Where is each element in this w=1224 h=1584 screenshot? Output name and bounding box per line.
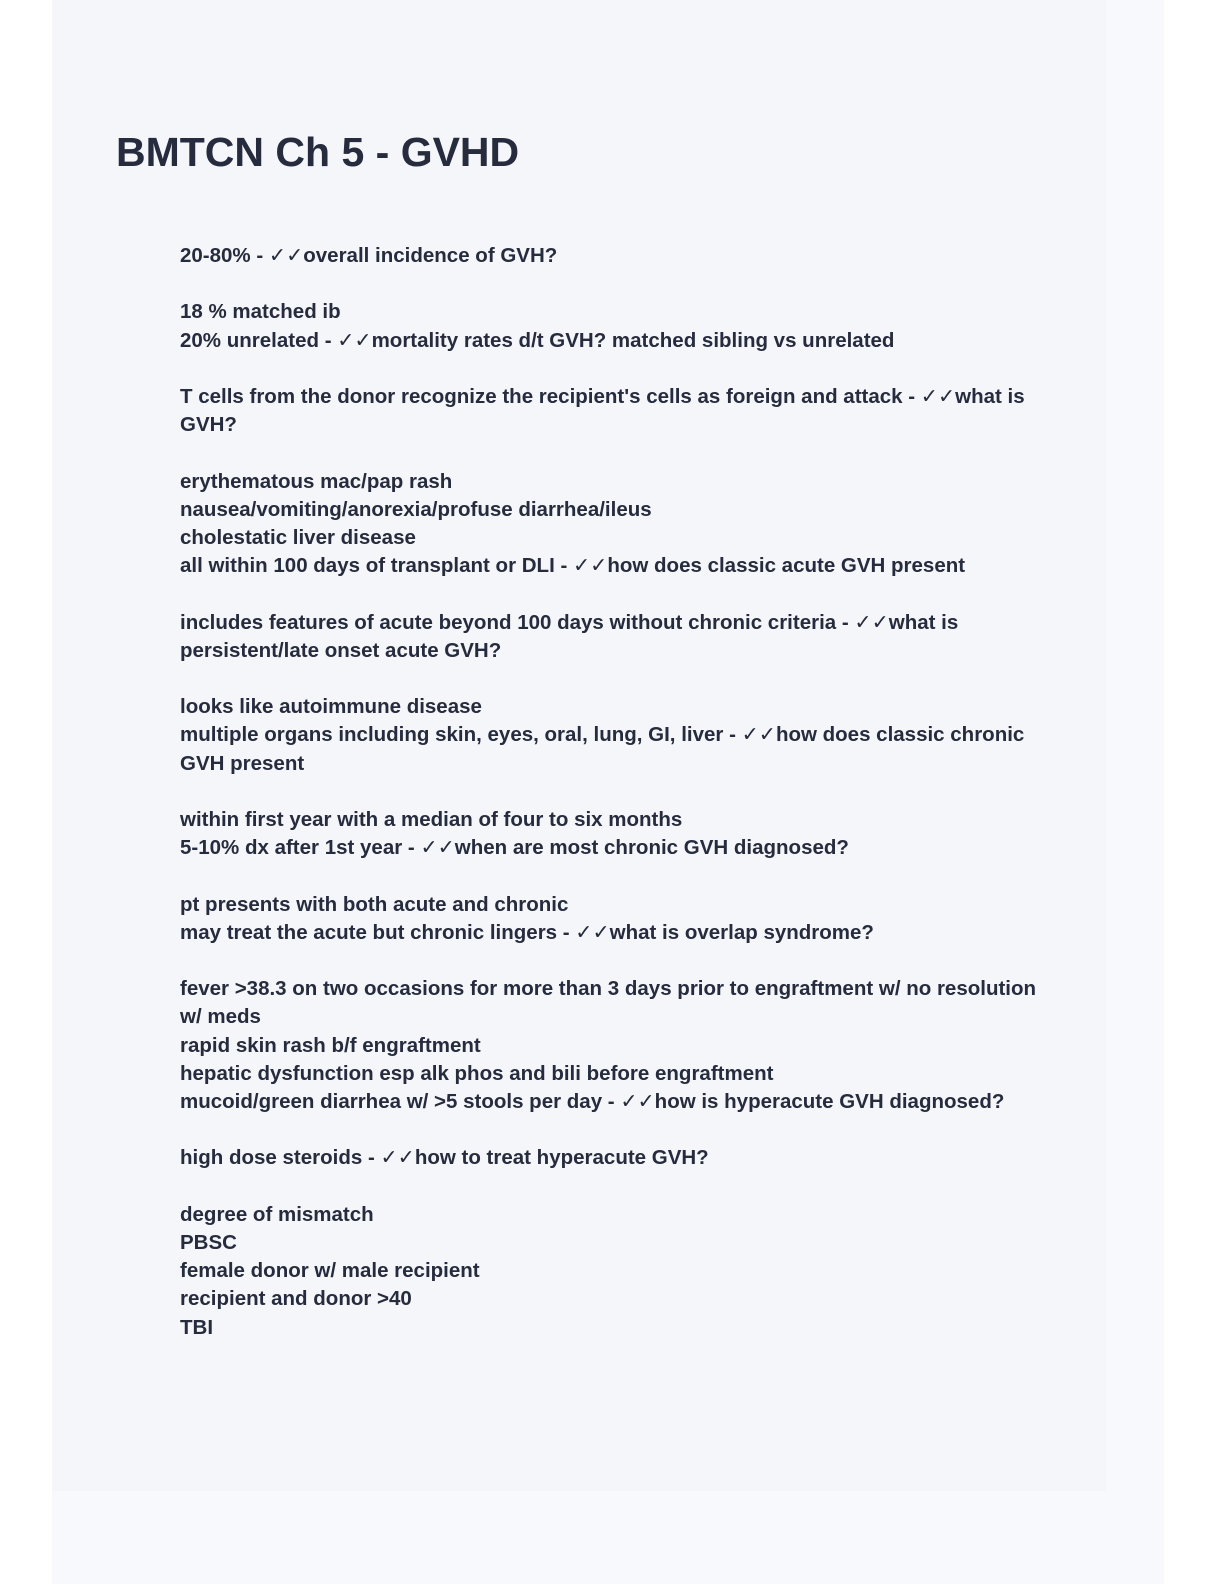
flashcard-answer-line xyxy=(180,1088,1050,1116)
flashcard-answer-line xyxy=(180,975,1050,1031)
flashcard-answer-line xyxy=(180,552,1050,580)
flashcard xyxy=(180,298,1050,354)
flashcard-answer-line xyxy=(180,327,1050,355)
answer-text: female donor w/ male recipient xyxy=(180,1259,480,1283)
page-title: BMTCN Ch 5 - GVHD xyxy=(116,129,520,175)
flashcard-question: overall incidence of GVH? xyxy=(303,244,558,267)
flashcard-answer-line xyxy=(180,609,1050,665)
answer-text: PBSC xyxy=(180,1230,237,1254)
flashcard-answer-line xyxy=(180,1144,1050,1172)
answer-text: TBI xyxy=(180,1315,214,1339)
flashcard-question: what is persistent/late onset acute GVH? xyxy=(180,610,959,662)
flashcard-answer-line xyxy=(180,891,1050,919)
flashcard xyxy=(180,975,1050,1116)
answer-text: erythematous mac/pap rash xyxy=(180,469,453,493)
double-check-icon: ✓✓ xyxy=(920,384,956,408)
flashcard-answer-line xyxy=(180,524,1050,552)
answer-text: pt presents with both acute and chronic xyxy=(180,892,569,916)
flashcard-answer-line xyxy=(180,242,1050,270)
separator: - xyxy=(319,328,338,352)
flashcard-answer-line xyxy=(180,834,1050,862)
double-check-icon: ✓✓ xyxy=(620,1089,655,1113)
double-check-icon: ✓✓ xyxy=(337,328,372,352)
separator: - xyxy=(902,384,921,408)
separator: - xyxy=(362,1146,381,1170)
flashcard-answer-line xyxy=(180,383,1050,439)
answer-text: 20-80% xyxy=(180,244,251,267)
answer-text: rapid skin rash b/f engraftment xyxy=(180,1033,481,1057)
answer-text: hepatic dysfunction esp alk phos and bili before engraftment xyxy=(180,1061,774,1085)
flashcard-answer-line xyxy=(180,806,1050,834)
answer-text: mucoid/green diarrhea w/ >5 stools per day xyxy=(180,1089,603,1113)
flashcard xyxy=(180,693,1050,778)
flashcard-answer-line xyxy=(180,468,1050,496)
flashcard-question: how to treat hyperacute GVH? xyxy=(414,1146,709,1170)
flashcard xyxy=(180,1201,1050,1342)
double-check-icon: ✓✓ xyxy=(854,610,889,634)
flashcard-question: how does classic chronic GVH present xyxy=(180,723,1025,775)
separator: - xyxy=(723,723,742,747)
answer-text: cholestatic liver disease xyxy=(180,525,416,549)
answer-text: T cells from the donor recognize the recipient's cells as foreign and attack xyxy=(180,384,903,408)
flashcard xyxy=(180,806,1050,862)
double-check-icon: ✓✓ xyxy=(572,554,608,578)
flashcard xyxy=(180,891,1050,947)
answer-text: 20% unrelated xyxy=(180,328,319,352)
answer-text: includes features of acute beyond 100 days without chronic criteria xyxy=(180,610,837,634)
answer-text: 18 % matched ib xyxy=(180,300,341,324)
flashcard-answer-line xyxy=(180,1314,1050,1342)
double-check-icon: ✓✓ xyxy=(420,836,455,860)
flashcard-answer-line xyxy=(180,1032,1050,1060)
flashcard-answer-line xyxy=(180,496,1050,524)
flashcard-answer-line xyxy=(180,1201,1050,1229)
flashcard-question: when are most chronic GVH diagnosed? xyxy=(454,836,849,860)
flashcard-answer-line xyxy=(180,1060,1050,1088)
answer-text: multiple organs including skin, eyes, oral, lung, GI, liver xyxy=(180,723,724,747)
flashcard-answer-line xyxy=(180,1257,1050,1285)
double-check-icon: ✓✓ xyxy=(380,1146,415,1170)
double-check-icon: ✓✓ xyxy=(575,920,610,944)
separator: - xyxy=(554,554,573,578)
answer-text: within first year with a median of four to six months xyxy=(180,807,683,831)
answer-text: looks like autoimmune disease xyxy=(180,695,482,719)
answer-text: high dose steroids xyxy=(180,1146,363,1170)
flashcard-answer-line xyxy=(180,919,1050,947)
flashcard xyxy=(180,609,1050,665)
flashcard-answer-line xyxy=(180,1229,1050,1257)
flashcard xyxy=(180,468,1050,581)
answer-text: 5-10% dx after 1st year xyxy=(180,836,403,860)
flashcard-question: mortality rates d/t GVH? matched sibling vs unrelated xyxy=(371,328,895,352)
separator: - xyxy=(402,836,421,860)
separator: - xyxy=(250,244,269,267)
flashcard-answer-line xyxy=(180,721,1050,777)
flashcard-answer-line xyxy=(180,693,1050,721)
flashcard-question: what is overlap syndrome? xyxy=(609,920,874,944)
flashcard-answer-line xyxy=(180,298,1050,326)
flashcard-answer-line xyxy=(180,1285,1050,1313)
answer-text: degree of mismatch xyxy=(180,1202,374,1226)
double-check-icon: ✓✓ xyxy=(741,723,776,747)
flashcard xyxy=(180,383,1050,439)
separator: - xyxy=(557,920,576,944)
flashcard xyxy=(180,1144,1050,1172)
separator: - xyxy=(836,610,855,634)
flashcard-question: how does classic acute GVH present xyxy=(607,554,966,578)
answer-text: fever >38.3 on two occasions for more than 3 days prior to engraftment w/ no resolution w/ meds xyxy=(180,977,1037,1029)
answer-text: may treat the acute but chronic lingers xyxy=(180,920,558,944)
answer-text: nausea/vomiting/anorexia/profuse diarrhea/ileus xyxy=(180,497,652,521)
flashcard-question: how is hyperacute GVH diagnosed? xyxy=(654,1089,1005,1113)
flashcard-question: what is GVH? xyxy=(180,384,1025,437)
answer-text: recipient and donor >40 xyxy=(180,1287,412,1311)
separator: - xyxy=(602,1089,621,1113)
double-check-icon: ✓✓ xyxy=(268,244,304,267)
flashcard-list xyxy=(180,242,1050,1370)
flashcard xyxy=(180,242,1050,270)
answer-text: all within 100 days of transplant or DLI xyxy=(180,554,555,578)
